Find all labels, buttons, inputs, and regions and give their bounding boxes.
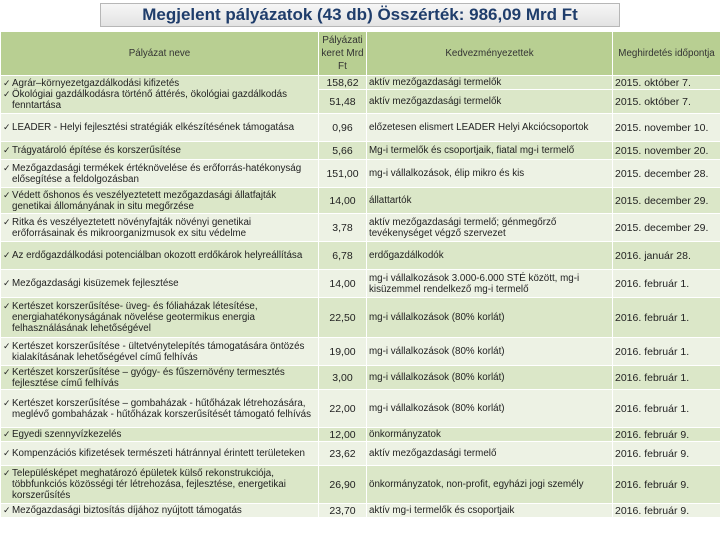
table-row xyxy=(1,160,720,188)
budget-cell: 26,90 xyxy=(319,466,367,504)
table-row xyxy=(1,114,720,142)
date-cell: 2015. december 28. xyxy=(613,160,720,188)
beneficiaries-cell: aktív mezőgazdasági termelő; génmegőrző tevékenységet végző szervezet xyxy=(367,214,613,242)
beneficiaries-cell: mg-i vállalkozások, élip mikro és kis xyxy=(367,160,613,188)
tender-name-cell xyxy=(1,242,319,270)
table-row xyxy=(1,442,720,466)
tender-name-cell xyxy=(1,270,319,298)
date-cell: 2016. február 9. xyxy=(613,442,720,466)
date-cell: 2015. október 7. xyxy=(613,76,720,90)
budget-cell: 19,00 xyxy=(319,338,367,366)
tender-name: ✓ Ökológiai gazdálkodásra történő áttérés, ökológiai gazdálkodás fenntartása xyxy=(3,89,316,111)
date-cell: 2016. február 9. xyxy=(613,466,720,504)
beneficiaries-cell: mg-i vállalkozások 3.000-6.000 STÉ között, mg-i kisüzemmel rendelkező mg-i termelő xyxy=(367,270,613,298)
date-cell: 2016. február 1. xyxy=(613,366,720,390)
tender-name: ✓ Kertészet korszerűsítése – gombaházak - hűtőházak létrehozására, meglévő gombaházak - hűtőházak korszerűsítését támogató felhívás xyxy=(3,398,316,420)
table-row xyxy=(1,366,720,390)
beneficiaries-cell: aktív mezőgazdasági termelők xyxy=(367,76,613,90)
date-cell: 2016. február 1. xyxy=(613,270,720,298)
beneficiaries-cell: állattartók xyxy=(367,188,613,214)
budget-cell: 5,66 xyxy=(319,142,367,160)
budget-cell: 158,62 xyxy=(319,76,367,90)
header-budget: Pályázati keret Mrd Ft xyxy=(319,32,367,76)
tender-name: ✓ Kertészet korszerűsítése- üveg- és fóliaházak létesítése, energiahatékonyságának növelése geotermikus energia felhasználásának lehetőségével xyxy=(3,301,316,334)
tender-name: ✓ Ritka és veszélyeztetett növényfajták növényi genetikai erőforrásainak és mikroorganizmusok ex situ védelme xyxy=(3,217,316,239)
beneficiaries-cell: előzetesen elismert LEADER Helyi Akciócsoportok xyxy=(367,114,613,142)
date-cell: 2016. február 1. xyxy=(613,390,720,428)
table-row xyxy=(1,188,720,214)
table-row xyxy=(1,466,720,504)
tender-name-cell xyxy=(1,76,319,114)
table-row xyxy=(1,270,720,298)
tender-name-cell xyxy=(1,466,319,504)
beneficiaries-cell: mg-i vállalkozások (80% korlát) xyxy=(367,366,613,390)
date-cell: 2015. november 20. xyxy=(613,142,720,160)
beneficiaries-cell: önkormányzatok xyxy=(367,428,613,442)
budget-cell: 23,70 xyxy=(319,504,367,518)
tender-name: ✓ Településképet meghatározó épületek külső rekonstrukciója, többfunkciós közösségi tér létrehozása, fejlesztése, energetikai korszerűsítés xyxy=(3,468,316,501)
tender-name-cell xyxy=(1,366,319,390)
header-name: Pályázat neve xyxy=(1,32,319,76)
beneficiaries-cell: mg-i vállalkozások (80% korlát) xyxy=(367,338,613,366)
tender-name: ✓ Kompenzációs kifizetések természeti hátránnyal érintett területeken xyxy=(3,448,316,459)
beneficiaries-cell: aktív mezőgazdasági termelő xyxy=(367,442,613,466)
tender-name: ✓ Egyedi szennyvízkezelés xyxy=(3,429,316,440)
beneficiaries-cell: erdőgazdálkodók xyxy=(367,242,613,270)
tender-name-cell xyxy=(1,338,319,366)
table-row xyxy=(1,142,720,160)
tender-name: ✓ Agrár–környezetgazdálkodási kifizetés xyxy=(3,78,316,89)
tender-name-cell xyxy=(1,504,319,518)
table-row xyxy=(1,338,720,366)
table-row xyxy=(1,76,720,90)
budget-cell: 23,62 xyxy=(319,442,367,466)
tender-name-cell xyxy=(1,428,319,442)
beneficiaries-cell: önkormányzatok, non-profit, egyházi jogi személy xyxy=(367,466,613,504)
date-cell: 2016. február 9. xyxy=(613,504,720,518)
table-row xyxy=(1,214,720,242)
tender-name-cell xyxy=(1,298,319,338)
tenders-table xyxy=(0,31,720,518)
budget-cell: 3,78 xyxy=(319,214,367,242)
tender-name-cell xyxy=(1,160,319,188)
tender-name: ✓ Védett őshonos és veszélyeztetett mezőgazdasági állatfajták genetikai állományának in situ megőrzése xyxy=(3,190,316,212)
tender-name-cell xyxy=(1,390,319,428)
table-row xyxy=(1,298,720,338)
budget-cell: 51,48 xyxy=(319,90,367,114)
date-cell: 2016. február 1. xyxy=(613,298,720,338)
tender-name: ✓ Trágyatároló építése és korszerűsítése xyxy=(3,145,316,156)
header-beneficiaries: Kedvezményezettek xyxy=(367,32,613,76)
budget-cell: 0,96 xyxy=(319,114,367,142)
tender-name-cell xyxy=(1,214,319,242)
header-date: Meghirdetés időpontja xyxy=(613,32,720,76)
date-cell: 2016. február 1. xyxy=(613,338,720,366)
table-row xyxy=(1,242,720,270)
date-cell: 2015. november 10. xyxy=(613,114,720,142)
date-cell: 2015. december 29. xyxy=(613,214,720,242)
tender-name: ✓ Az erdőgazdálkodási potenciálban okozott erdőkárok helyreállítása xyxy=(3,250,316,261)
beneficiaries-cell: mg-i vállalkozások (80% korlát) xyxy=(367,298,613,338)
table-row xyxy=(1,428,720,442)
beneficiaries-cell: aktív mg-i termelők és csoportjaik xyxy=(367,504,613,518)
tender-name: ✓ Mezőgazdasági kisüzemek fejlesztése xyxy=(3,278,316,289)
date-cell: 2015. december 29. xyxy=(613,188,720,214)
beneficiaries-cell: aktív mezőgazdasági termelők xyxy=(367,90,613,114)
date-cell: 2016. január 28. xyxy=(613,242,720,270)
tender-name-cell xyxy=(1,114,319,142)
tender-name: ✓ Kertészet korszerűsítése - ültetvénytelepítés támogatására öntözés kialakításának lehetőségével című felhívás xyxy=(3,341,316,363)
beneficiaries-cell: mg-i vállalkozások (80% korlát) xyxy=(367,390,613,428)
budget-cell: 151,00 xyxy=(319,160,367,188)
beneficiaries-cell: Mg-i termelők és csoportjaik, fiatal mg-i termelő xyxy=(367,142,613,160)
table-row xyxy=(1,390,720,428)
budget-cell: 6,78 xyxy=(319,242,367,270)
title-bar xyxy=(0,0,720,30)
date-cell: 2015. október 7. xyxy=(613,90,720,114)
tender-name: ✓ Kertészet korszerűsítése – gyógy- és fűszernövény termesztés fejlesztése című felhívás xyxy=(3,367,316,389)
tender-name-cell xyxy=(1,442,319,466)
date-cell: 2016. február 9. xyxy=(613,428,720,442)
budget-cell: 14,00 xyxy=(319,270,367,298)
budget-cell: 22,50 xyxy=(319,298,367,338)
tender-name-cell xyxy=(1,142,319,160)
tender-name: ✓ LEADER - Helyi fejlesztési stratégiák elkészítésének támogatása xyxy=(3,122,316,133)
page-title: Megjelent pályázatok (43 db) Összérték: 986,09 Mrd Ft xyxy=(100,3,620,27)
tender-name-cell xyxy=(1,188,319,214)
tender-name: ✓ Mezőgazdasági biztosítás díjához nyújtott támogatás xyxy=(3,505,316,516)
budget-cell: 22,00 xyxy=(319,390,367,428)
budget-cell: 12,00 xyxy=(319,428,367,442)
tender-name: ✓ Mezőgazdasági termékek értéknövelése és erőforrás-hatékonyság elősegítése a feldolgozásban xyxy=(3,163,316,185)
budget-cell: 14,00 xyxy=(319,188,367,214)
budget-cell: 3,00 xyxy=(319,366,367,390)
table-row xyxy=(1,504,720,518)
